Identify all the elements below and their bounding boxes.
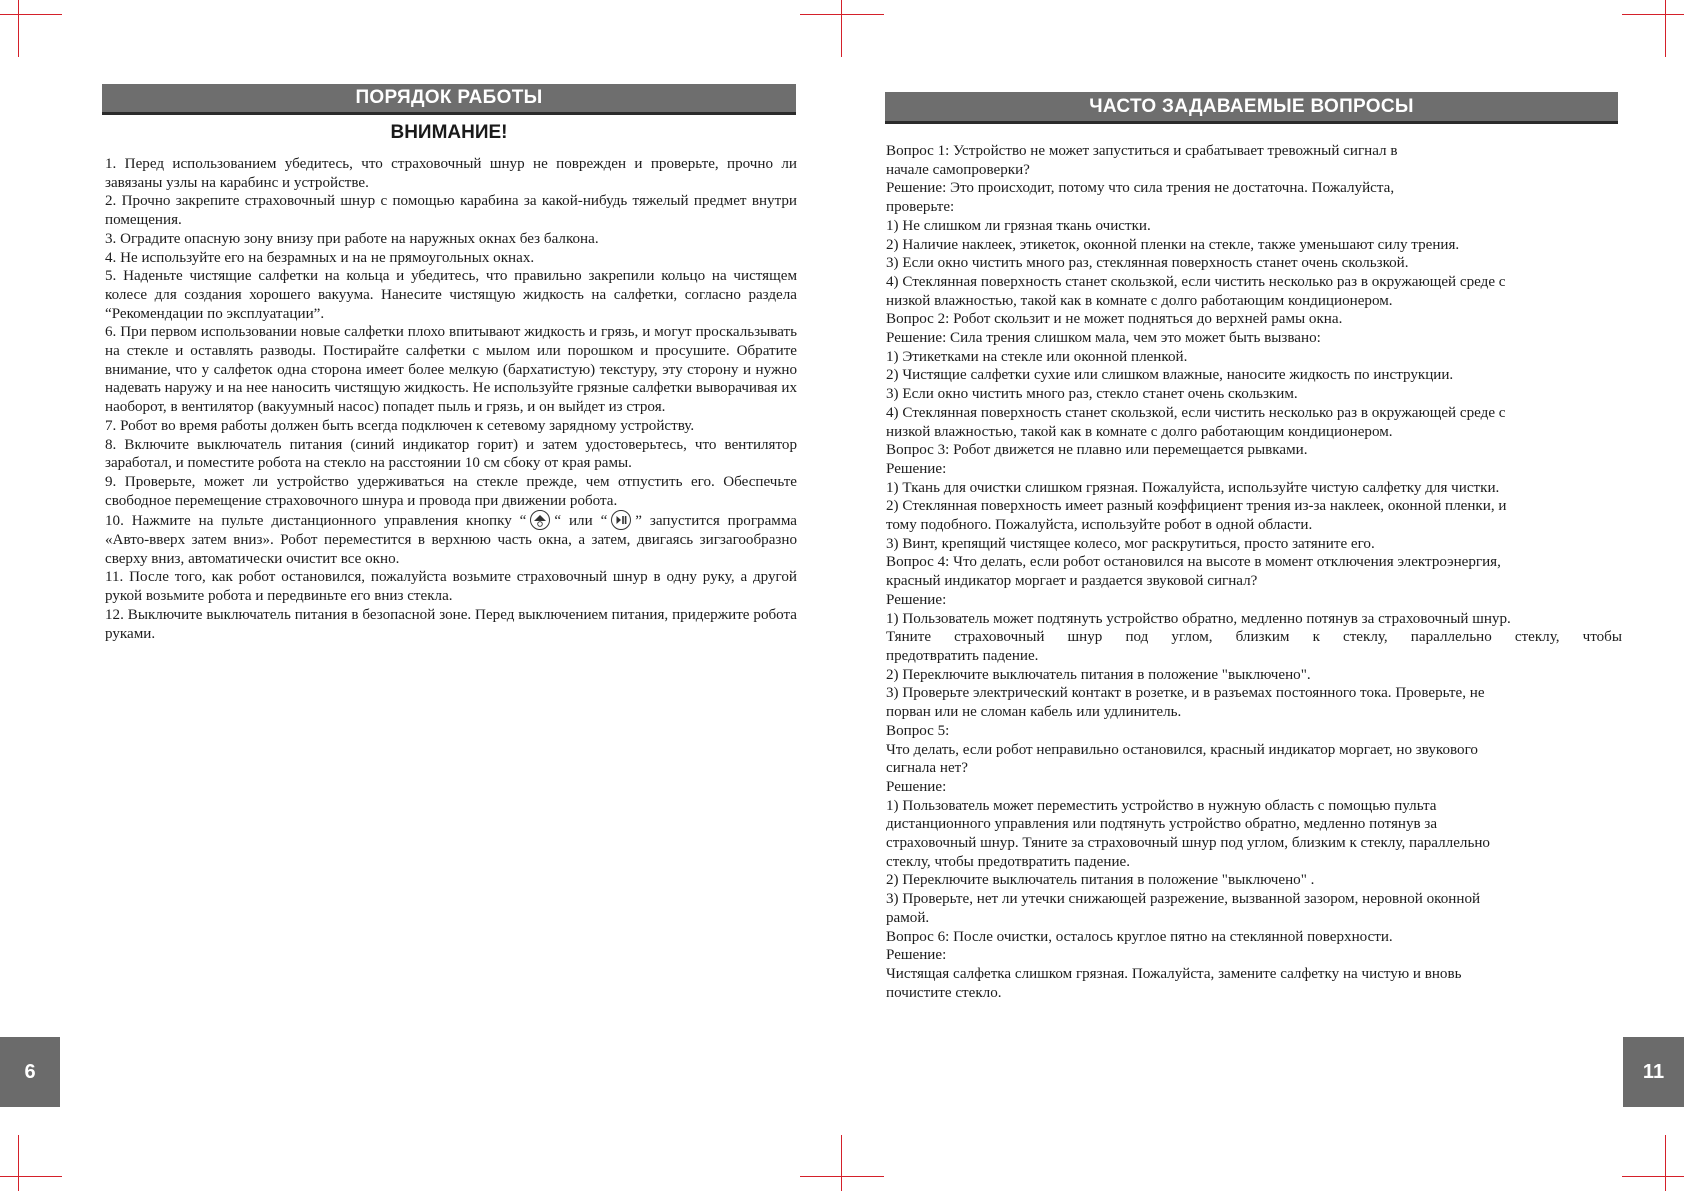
instruction-item: 9. Проверьте, может ли устройство удерживаться на стекле прежде, чем отпустить его. Обеспечьте свободное перемещение страховочного шнура и провода при движении робота. [105, 473, 797, 509]
section-title-operation: ПОРЯДОК РАБОТЫ [102, 84, 796, 112]
faq-line: порван или не сломан кабель или удлинитель. [886, 704, 1182, 721]
faq-line: 1) Пользователь может подтянуть устройство обратно, медленно потянув за страховочный шнур. [886, 610, 1511, 627]
instruction-item: 5. Наденьте чистящие салфетки на кольца и убедитесь, что правильно закрепили кольцо на чистящем колесе для создания хорошего вакуума. Нанесите чистящую жидкость на салфетки, согласно раздела “Рекомендации по эксплуатации”. [105, 268, 797, 322]
faq-line: Вопрос 2: Робот скользит и не может подняться до верхней рамы окна. [886, 311, 1343, 328]
faq-line: низкой влажностью, такой как в комнате с долго работающим кондиционером. [886, 423, 1393, 440]
instruction-text: 10. Нажмите на пульте дистанционного управления кнопку “ [105, 513, 527, 530]
page-number-left: 6 [0, 1037, 60, 1107]
faq-line: 1) Этикетками на стекле или оконной пленкой. [886, 348, 1188, 365]
faq-line: 4) Стеклянная поверхность станет скользкой, если чистить несколько раз в окружающей среде с [886, 273, 1506, 290]
faq-line: страховочный шнур. Тяните за страховочный шнур под углом, близким к стеклу, параллельно [886, 835, 1490, 852]
faq-line: 3) Проверьте электрический контакт в розетке, и в разъемах постоянного тока. Проверьте, не [886, 685, 1485, 702]
instruction-item: 6. При первом использовании новые салфетки плохо впитывают жидкость и грязь, и могут проскальзывать на стекле и оставлять разводы. Постирайте салфетки с мылом или порошком и просушите. Обратите внимание, что у салфеток одна сторона имеет более мелкую (бархатистую) текстуру, эту сторону и нужно надевать наружу и на нее наносить чистящую жидкость. Не используйте грязные салфетки выворачивая их наоборот, в вентилятор (вакуумный насос) попадет пыль и грязь, и он выйдет из строя. [105, 324, 797, 416]
faq-line: предотвратить падение. [886, 647, 1039, 664]
instruction-item: 4. Не используйте его на безрамных и на не прямоугольных окнах. [105, 249, 535, 266]
faq-line: тому подобного. Пожалуйста, используйте робот в одной области. [886, 517, 1313, 534]
faq-line: Вопрос 5: [886, 722, 950, 739]
faq-line: Решение: Это происходит, потому что сила трения не достаточна. Пожалуйста, [886, 180, 1395, 197]
right-page [842, 0, 1684, 1191]
faq-line: Вопрос 1: Устройство не может запуститься и срабатывает тревожный сигнал в [886, 143, 1398, 159]
faq-line: Чистящая салфетка слишком грязная. Пожалуйста, замените салфетку на чистую и вновь [886, 965, 1462, 982]
instruction-item-10 [105, 510, 797, 568]
faq-line: 3) Винт, крепящий чистящее колесо, мог раскрутиться, просто затяните его. [886, 535, 1375, 552]
faq-line: Тяните страховочный шнур под углом, близким к стеклу, параллельно стеклу, чтобы [886, 629, 1622, 646]
faq-line: Решение: [886, 460, 947, 477]
faq-line: Вопрос 3: Робот движется не плавно или перемещается рывками. [886, 442, 1308, 459]
faq-line: 2) Чистящие салфетки сухие или слишком влажные, наносите жидкость по инструкции. [886, 367, 1454, 384]
faq-line: проверьте: [886, 199, 955, 216]
faq-line: низкой влажностью, такой как в комнате с долго работающим кондиционером. [886, 292, 1393, 309]
instruction-text: “ или “ [554, 513, 608, 530]
faq-line: 4) Стеклянная поверхность станет скользкой, если чистить несколько раз в окружающей среде с [886, 404, 1506, 421]
faq-line: Решение: [886, 778, 947, 795]
warning-heading: ВНИМАНИЕ! [390, 122, 508, 143]
faq-line: 1) Пользователь может переместить устройство в нужную область с помощью пульта [886, 797, 1437, 814]
faq-line: Решение: [886, 947, 947, 964]
faq-line: 1) Не слишком ли грязная ткань очистки. [886, 217, 1151, 234]
faq-text [886, 142, 1622, 1002]
faq-line: 3) Проверьте, нет ли утечки снижающей разрежение, вызванной зазором, неровной оконной [886, 891, 1481, 908]
section-title-faq: ЧАСТО ЗАДАВАЕМЫЕ ВОПРОСЫ [885, 92, 1618, 121]
page-number-right: 11 [1623, 1037, 1684, 1107]
instruction-item: 8. Включите выключатель питания (синий индикатор горит) и затем удостоверьтесь, что вентилятор заработал, и поместите робота на стекло на расстоянии 10 см сбоку от края рамы. [105, 436, 797, 472]
instruction-text: ” запустится программа «Авто-вверх затем вниз». Робот переместится в верхнюю часть окна, а затем, двигаясь зигзагообразно сверху вниз, автоматически очистит все окно. [105, 513, 797, 567]
instruction-item: 2. Прочно закрепите страховочный шнур с помощью карабина за какой-нибудь тяжелый предмет внутри помещения. [105, 193, 797, 229]
faq-line: стеклу, чтобы предотвратить падение. [886, 853, 1131, 870]
faq-line: Решение: [886, 591, 947, 608]
instruction-item: 12. Выключите выключатель питания в безопасной зоне. Перед выключением питания, придержите робота руками. [105, 606, 797, 642]
instruction-item: 1. Перед использованием убедитесь, что страховочный шнур не поврежден и проверьте, прочно ли завязаны узлы на карабинс и устройстве. [105, 156, 797, 191]
faq-line: 3) Если окно чистить много раз, стеклянная поверхность станет очень скользкой. [886, 255, 1409, 272]
faq-line: 2) Переключите выключатель питания в положение "выключено" . [886, 872, 1315, 889]
faq-line: 2) Наличие наклеек, этикеток, оконной пленки на стекле, также уменьшают силу трения. [886, 236, 1460, 253]
faq-line: красный индикатор моргает и раздается звуковой сигнал? [886, 573, 1258, 590]
faq-line: 2) Стеклянная поверхность имеет разный коэффициент трения из-за наклеек, оконной пленки, и [886, 498, 1507, 515]
instruction-item: 7. Робот во время работы должен быть всегда подключен к сетевому зарядному устройству. [105, 417, 695, 434]
faq-line: почистите стекло. [886, 984, 1002, 1001]
faq-line: 2) Переключите выключатель питания в положение "выключено". [886, 666, 1311, 683]
up-arrow-button-icon [530, 510, 550, 530]
faq-line: Решение: Сила трения слишком мала, чем это может быть вызвано: [886, 330, 1321, 347]
faq-line: Что делать, если робот неправильно остановился, красный индикатор моргает, но звукового [886, 741, 1478, 758]
instruction-item: 11. После того, как робот остановился, пожалуйста возьмите страховочный шнур в одну руку, а другой рукой возьмите робота и передвиньте его вниз стекла. [105, 569, 797, 605]
operation-instructions [105, 155, 797, 643]
faq-line: Вопрос 4: Что делать, если робот остановился на высоте в момент отключения электроэнергия, [886, 554, 1501, 571]
faq-line: 1) Ткань для очистки слишком грязная. Пожалуйста, используйте чистую салфетку для чистки. [886, 479, 1500, 496]
play-pause-button-icon [611, 510, 631, 530]
faq-line: дистанционного управления или подтянуть устройство обратно, медленно потянув за [886, 816, 1438, 833]
faq-line: сигнала нет? [886, 760, 968, 777]
faq-line: рамой. [886, 909, 930, 926]
faq-line: 3) Если окно чистить много раз, стекло станет очень скользким. [886, 386, 1298, 403]
instruction-item: 3. Оградите опасную зону внизу при работе на наружных окнах без балкона. [105, 230, 599, 247]
faq-line: начале самопроверки? [886, 161, 1030, 178]
faq-line: Вопрос 6: После очистки, осталось круглое пятно на стеклянной поверхности. [886, 928, 1393, 945]
